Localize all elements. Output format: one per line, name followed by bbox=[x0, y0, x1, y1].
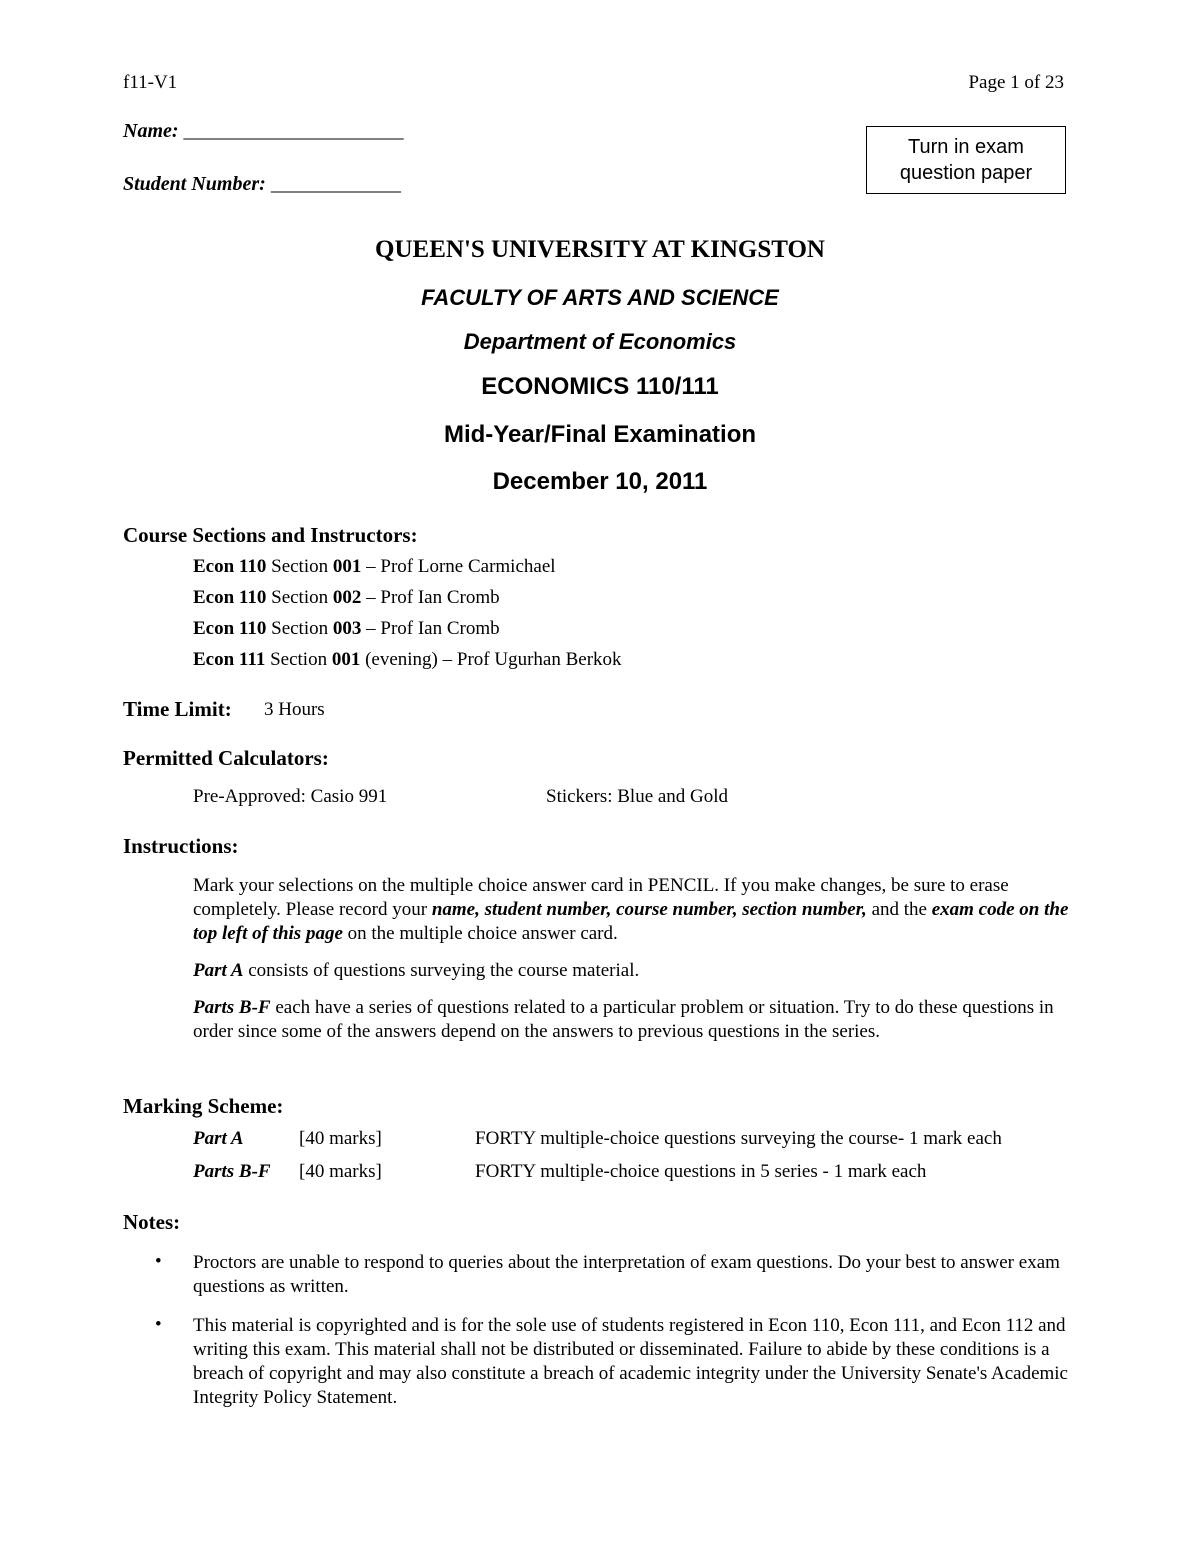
name-field[interactable] bbox=[123, 120, 404, 143]
exam-type-title: Mid-Year/Final Examination bbox=[443, 421, 757, 448]
course-code: Econ 110 bbox=[193, 556, 267, 577]
instructor-line: Econ 110 Section 002 – Prof Ian Cromb bbox=[193, 587, 500, 608]
section-number: 001 bbox=[332, 556, 362, 577]
time-limit-value: 3 Hours bbox=[264, 699, 325, 720]
name-blank[interactable]: ______________________ bbox=[183, 120, 404, 142]
marking-description: FORTY multiple-choice questions surveying the course- 1 mark each bbox=[475, 1128, 1002, 1149]
department-title: Department of Economics bbox=[463, 329, 737, 354]
instructor-name: – Prof Ian Cromb bbox=[366, 587, 500, 608]
marking-marks: [40 marks] bbox=[299, 1161, 382, 1182]
instructors-heading: Course Sections and Instructors: bbox=[123, 523, 418, 547]
marking-part: Parts B-F bbox=[193, 1161, 271, 1182]
instructor-name: – Prof Lorne Carmichael bbox=[366, 556, 556, 577]
course-code: Econ 110 bbox=[193, 618, 267, 639]
time-limit-heading: Time Limit: bbox=[123, 697, 232, 721]
faculty-title: FACULTY OF ARTS AND SCIENCE bbox=[421, 285, 779, 310]
section-number: 001 bbox=[331, 649, 361, 670]
instructor-name: – Prof Ian Cromb bbox=[366, 618, 500, 639]
note-item: This material is copyrighted and is for the sole use of students registered in Econ 110, Econ 111, and Econ 112 and writing this exam. This material shall not be distributed or disseminated. Failure to abide by these conditions is a breach of copyright and may also constitute a breach of academic integrity under the University Senate's Academic Integrity Policy Statement. bbox=[193, 1315, 1068, 1408]
instructions-paragraph: Parts B-F each have a series of questions related to a particular problem or situation. Try to do these questions in order since some of the answers depend on the answers to previous questions in the series. bbox=[193, 997, 1054, 1042]
instructor-line: Econ 111 Section 001 (evening) – Prof Ugurhan Berkok bbox=[193, 649, 622, 670]
turn-in-line-1: Turn in exam bbox=[908, 136, 1024, 158]
course-code: Econ 111 bbox=[193, 649, 266, 670]
course-title: ECONOMICS 110/111 bbox=[481, 373, 719, 400]
instructions-heading: Instructions: bbox=[123, 834, 239, 858]
student-number-field[interactable] bbox=[123, 173, 401, 196]
course-code: Econ 110 bbox=[193, 587, 267, 608]
marking-description: FORTY multiple-choice questions in 5 series - 1 mark each bbox=[475, 1161, 927, 1182]
section-extra: (evening) bbox=[365, 649, 438, 670]
turn-in-notice-box bbox=[866, 126, 1066, 194]
instructor-line: Econ 110 Section 001 – Prof Lorne Carmichael bbox=[193, 556, 556, 577]
note-item: Proctors are unable to respond to queries about the interpretation of exam questions. Do your best to answer exam questions as written. bbox=[193, 1252, 1060, 1297]
marking-marks: [40 marks] bbox=[299, 1128, 382, 1149]
instructor-line: Econ 110 Section 003 – Prof Ian Cromb bbox=[193, 618, 500, 639]
student-number-blank[interactable]: _____________ bbox=[270, 173, 401, 195]
instructor-name: – Prof Ugurhan Berkok bbox=[442, 649, 622, 670]
section-number: 002 bbox=[332, 587, 362, 608]
name-label: Name: bbox=[123, 120, 179, 142]
university-title: QUEEN'S UNIVERSITY AT KINGSTON bbox=[375, 236, 825, 263]
calculators-heading: Permitted Calculators: bbox=[123, 746, 329, 770]
bullet-icon: • bbox=[155, 1314, 162, 1335]
turn-in-line-2: question paper bbox=[899, 162, 1033, 184]
bullet-icon: • bbox=[155, 1251, 162, 1272]
exam-code: f11-V1 bbox=[123, 72, 178, 93]
instructions-paragraph: Part A consists of questions surveying the course material. bbox=[193, 960, 640, 981]
notes-heading: Notes: bbox=[123, 1210, 181, 1234]
page-indicator: Page 1 of 23 bbox=[968, 72, 1064, 93]
instructions-paragraph: Mark your selections on the multiple choice answer card in PENCIL. If you make changes, be sure to erase completely. Please record your name, student number, course number, section number, and the exam code on the top left of this page on the multiple choice answer card. bbox=[193, 875, 1069, 944]
calculator-stickers: Stickers: Blue and Gold bbox=[546, 786, 729, 807]
exam-date: December 10, 2011 bbox=[492, 468, 708, 495]
calculator-preapproved: Pre-Approved: Casio 991 bbox=[193, 786, 388, 807]
section-number: 003 bbox=[332, 618, 362, 639]
marking-part: Part A bbox=[193, 1128, 244, 1149]
student-number-label: Student Number: bbox=[123, 173, 266, 195]
marking-scheme-heading: Marking Scheme: bbox=[123, 1094, 284, 1118]
